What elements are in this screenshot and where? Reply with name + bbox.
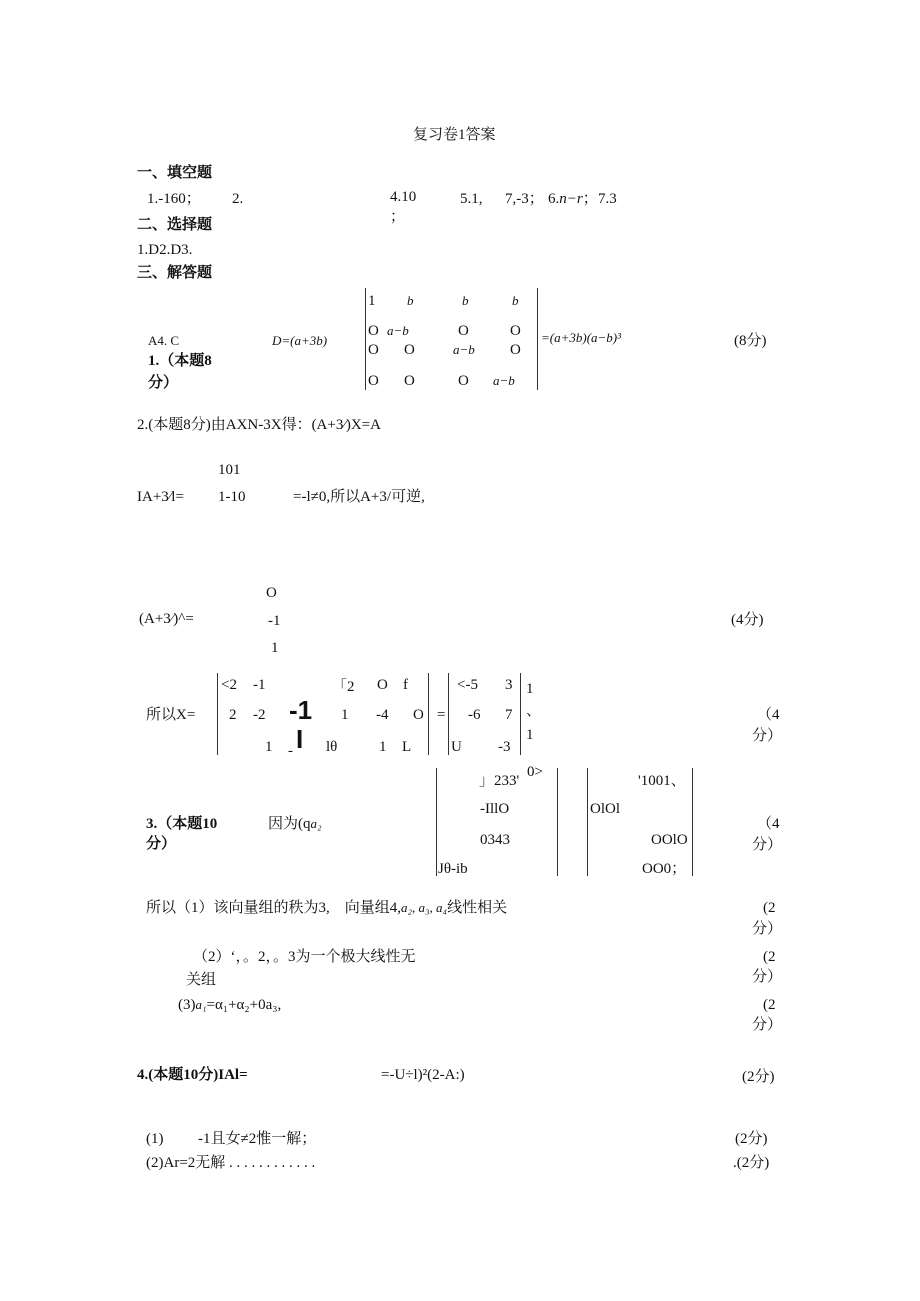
q1-label-2: 分）	[148, 375, 179, 391]
q3-c1-score: (2	[763, 900, 776, 916]
q3-ma-3: Jθ-ib	[438, 861, 468, 877]
q1-m-0-3: b	[512, 293, 519, 308]
q1-det-right-bar	[537, 288, 538, 390]
q2-m2-1-1: -4	[376, 707, 389, 723]
q2-det-label: IA+3⁄l=	[137, 489, 184, 505]
q4-case-1-num: (1)	[146, 1131, 164, 1147]
q2-inverse-mark: -1	[289, 695, 313, 725]
q2-inv-1: -1	[268, 613, 281, 629]
q1-a4c: A4. C	[148, 333, 180, 348]
q2-m2-right-bar	[428, 673, 429, 755]
q2-det-row2: 1-10	[218, 489, 246, 505]
q3-mb-left-bar	[587, 768, 588, 876]
answer-5: 5.1,	[460, 191, 483, 207]
q1-m-2-1: O	[404, 342, 415, 358]
q3-label-2: 分）	[146, 836, 177, 852]
q1-m-2-3: O	[510, 342, 521, 358]
q2-m1-2-1: 1	[265, 739, 273, 755]
q2-det-conclusion: =-l≠0,所以A+3/可逆,	[293, 489, 425, 505]
q3-score-2: 分）	[752, 837, 783, 853]
q3-c1-pre: 所以（1）该向量组的秩为3, 向量组4,	[146, 900, 402, 916]
q2-m3r-2: 1	[526, 727, 534, 743]
q3-mb-2: OOlO	[651, 832, 688, 848]
q2-m3r-0: 1	[526, 681, 534, 697]
q1-det-left-bar	[365, 288, 366, 390]
q3-c3-post: =α₁+α₂+0a₃,	[206, 997, 282, 1013]
q3-c2-score-2: 分）	[752, 969, 783, 985]
q1-label: 1.（本题8	[148, 353, 212, 369]
q1-m-1-3: O	[510, 323, 521, 339]
answer-1: 1.-160；	[147, 191, 201, 207]
q2-x-score: （4	[757, 707, 780, 723]
q3-because	[268, 815, 322, 833]
q2-det-row1: 101	[218, 462, 241, 478]
q3-mb-3: OO0；	[642, 861, 687, 877]
answer-7b: 7.3	[598, 191, 617, 207]
answer-2: 2.	[232, 191, 244, 207]
answer-6-expr: n−r	[559, 191, 583, 207]
q4-label: 4.(本题10分)IAl=	[137, 1067, 248, 1083]
q3-ma-left-bar	[436, 768, 437, 876]
q3-mb-1: OlOl	[590, 801, 620, 817]
q4-expr: =-U÷l)²(2-A:)	[381, 1067, 465, 1083]
q3-conclusion-2: （2）‘，。2，。3为一个极大线性无	[193, 949, 416, 965]
q3-c3-a: a₁	[195, 997, 207, 1012]
q2-m3r-1: 、	[526, 703, 542, 719]
answer-6-end: ；	[582, 191, 598, 207]
q1-m-1-2: O	[458, 323, 469, 339]
q3-mb-0: '1001、	[638, 773, 686, 789]
q2-bracket-dash: -	[288, 743, 293, 759]
q3-mb-right-bar	[692, 768, 693, 876]
q1-score: (8分)	[734, 333, 767, 349]
q3-c3-pre: (3)	[178, 997, 196, 1013]
q3-ma-1: -IllO	[480, 801, 510, 817]
q2-m2-1-0: 1	[341, 707, 349, 723]
q2-inv-0: O	[266, 585, 277, 601]
q4-case-2: (2)Ar=2无解 . . . . . . . . . . . .	[146, 1155, 316, 1171]
q3-c1-vec: a₂, a₃, a₄	[401, 900, 448, 915]
q4-case-2-score: .(2分)	[733, 1155, 770, 1171]
q1-m-2-0: O	[368, 342, 379, 358]
answer-4-semicolon: ；	[390, 209, 406, 225]
q1-result: =(a+3b)(a−b)³	[541, 330, 622, 345]
q4-case-1-score: (2分)	[735, 1131, 768, 1147]
q2-inv-label: (A+3⁄)^=	[139, 611, 194, 627]
q3-label: 3.（本题10	[146, 816, 218, 832]
answer-4: 4.10	[390, 189, 417, 205]
q1-m-3-3: a−b	[493, 373, 515, 388]
q2-m1-1-0: 2	[229, 707, 237, 723]
q2-m3-left-bar	[448, 673, 449, 755]
q2-inv-score: (4分)	[731, 612, 764, 628]
q2-equals: =	[437, 707, 446, 723]
q1-m-1-0: O	[368, 323, 379, 339]
q2-m2-1-2: O	[413, 707, 424, 723]
q3-because-a: a₂	[310, 816, 322, 831]
page-title: 复习卷1答案	[413, 127, 496, 143]
q2-m2-2-2: L	[402, 739, 412, 755]
answer-7a: 7,-3；	[505, 191, 544, 207]
q1-m-0-0: 1	[368, 293, 376, 309]
q2-inv-2: 1	[271, 640, 279, 656]
q2-m2-0-0: 「2	[332, 679, 355, 695]
q3-conclusion-2b: 关组	[186, 972, 217, 988]
q2-m3-2-1: -3	[498, 739, 511, 755]
q3-ma-0: 」233'	[479, 773, 520, 789]
answer-6-num: 6.	[548, 191, 560, 207]
choice-answers: 1.D2.D3.	[137, 242, 193, 258]
q2-m3-1-1: 7	[505, 707, 513, 723]
q2-bracket-mark: I	[296, 724, 304, 754]
q3-zero: 0>	[527, 764, 543, 780]
q3-c1-score-2: 分）	[752, 921, 783, 937]
q2-m2-0-1: O	[377, 677, 388, 693]
q2-m1-0-0: <2	[221, 677, 237, 693]
q1-m-3-2: O	[458, 373, 469, 389]
q2-m1-1-1: -2	[253, 707, 266, 723]
q1-m-3-0: O	[368, 373, 379, 389]
q2-m2-2-0: lθ	[326, 739, 338, 755]
q4-score: (2分)	[742, 1069, 775, 1085]
q3-because-text: 因为(q	[268, 816, 311, 832]
q3-ma-2: 0343	[480, 832, 510, 848]
q2-m1-left-bar	[217, 673, 218, 755]
q3-ma-right-bar	[557, 768, 558, 876]
q2-m3-0-0: <-5	[457, 677, 478, 693]
q3-c3-score-2: 分）	[752, 1017, 783, 1033]
q2-m1-0-1: -1	[253, 677, 266, 693]
q3-conclusion-3	[178, 996, 281, 1014]
q1-m-0-2: b	[462, 293, 469, 308]
q1-m-2-2: a−b	[453, 342, 475, 357]
q2-x-label: 所以X=	[146, 707, 196, 723]
q2-statement: 2.(本题8分)由AXN-3X得：(A+3⁄)X=A	[137, 417, 381, 433]
q2-m3-1-0: -6	[468, 707, 481, 723]
q2-m3-right-bar	[520, 673, 521, 755]
q1-m-0-1: b	[407, 293, 414, 308]
q3-c3-score: (2	[763, 997, 776, 1013]
q2-x-score-2: 分）	[752, 728, 783, 744]
q2-m2-2-1: 1	[379, 739, 387, 755]
answer-6	[548, 190, 598, 208]
q2-m3-2-0: U	[451, 739, 462, 755]
section-heading-fill-in: 一、填空题	[137, 165, 213, 181]
q1-d-expr: D=(a+3b)	[272, 333, 328, 348]
q1-m-1-1: a−b	[387, 323, 409, 338]
q3-c1-post: 线性相关	[447, 900, 508, 916]
q3-score: （4	[757, 816, 780, 832]
section-heading-choice: 二、选择题	[137, 217, 213, 233]
q1-m-3-1: O	[404, 373, 415, 389]
q2-m3-0-1: 3	[505, 677, 513, 693]
q2-m2-0-2: f	[403, 677, 408, 693]
q3-conclusion-1	[146, 899, 507, 917]
q4-case-1: -1且女≠2惟一解；	[198, 1131, 317, 1147]
q3-c2-score: (2	[763, 949, 776, 965]
section-heading-solutions: 三、解答题	[137, 265, 213, 281]
